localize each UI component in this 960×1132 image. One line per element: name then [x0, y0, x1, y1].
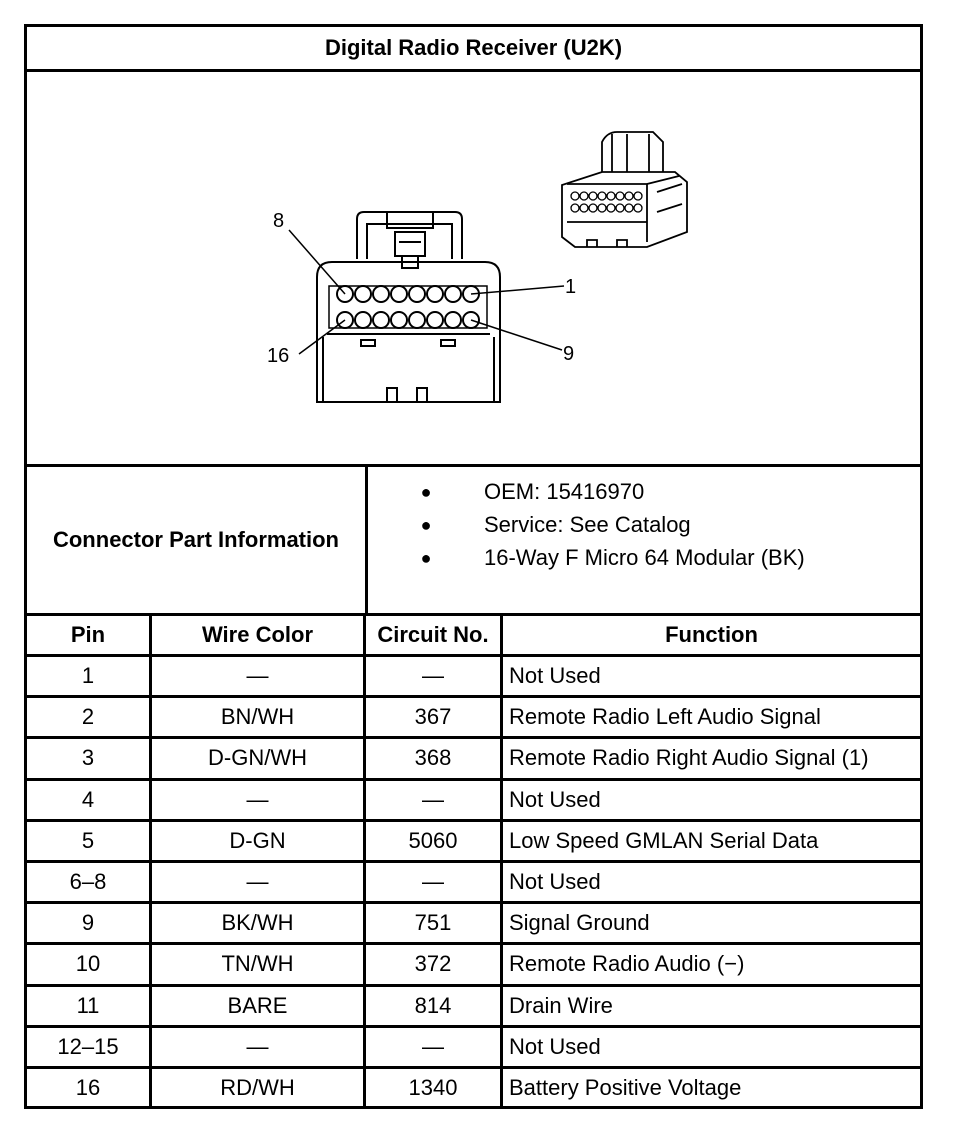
circuit-cell: 5060: [408, 827, 458, 853]
function-cell: Not Used: [509, 663, 601, 689]
list-item: [368, 479, 644, 505]
pin-cell: 3: [81, 745, 95, 771]
circuit-cell: —: [422, 869, 444, 895]
wire-color-cell: BK/WH: [221, 910, 294, 936]
list-item: [368, 545, 805, 571]
pin-label-8: 8: [273, 210, 285, 232]
wire-color-cell: RD/WH: [220, 1075, 295, 1101]
wire-color-cell: TN/WH: [221, 951, 294, 977]
pin-cell: 10: [75, 951, 101, 977]
connector-sheet: [24, 24, 923, 1109]
divider: [500, 616, 503, 1106]
oem-number: OEM: 15416970: [484, 479, 645, 504]
circuit-cell: 751: [414, 910, 452, 936]
list-item: [368, 512, 691, 538]
column-header: Function: [665, 622, 758, 647]
connector-part-info-list: [368, 467, 920, 613]
function-cell: Signal Ground: [509, 910, 650, 936]
circuit-cell: —: [422, 786, 444, 812]
connector-illustration: [27, 72, 920, 464]
pin-label-16: 16: [267, 345, 290, 367]
bullet-icon: ●: [420, 547, 432, 568]
connector-diagram: [27, 72, 920, 464]
function-cell: Drain Wire: [509, 992, 613, 1018]
connector-part-info-label: Connector Part Information: [52, 527, 339, 552]
divider: [363, 616, 366, 1106]
pin-label-9: 9: [563, 343, 575, 365]
service-info: Service: See Catalog: [484, 512, 691, 537]
function-cell: Not Used: [509, 1033, 601, 1059]
pin-label-1: 1: [565, 276, 577, 298]
column-header: Wire Color: [201, 622, 314, 647]
wire-color-cell: —: [246, 869, 269, 895]
pin-cell: 9: [81, 910, 95, 936]
column-header: Pin: [70, 622, 106, 647]
bullet-icon: ●: [420, 481, 432, 502]
wire-color-cell: D-GN/WH: [208, 745, 307, 771]
function-cell: Remote Radio Audio (−): [509, 951, 745, 977]
pin-cell: 2: [81, 704, 95, 730]
circuit-cell: —: [422, 663, 444, 689]
pin-cell: 5: [81, 827, 95, 853]
wire-color-cell: D-GN: [229, 827, 286, 853]
function-cell: Not Used: [509, 869, 601, 895]
pin-cell: 6–8: [69, 869, 107, 895]
pin-cell: 4: [81, 786, 95, 812]
function-cell: Remote Radio Right Audio Signal (1): [509, 745, 869, 771]
wire-color-cell: —: [246, 1033, 269, 1059]
column-header: Circuit No.: [377, 622, 489, 647]
wire-color-cell: BARE: [227, 992, 288, 1018]
pin-cell: 11: [76, 992, 100, 1018]
function-cell: Not Used: [509, 786, 601, 812]
circuit-cell: —: [422, 1033, 444, 1059]
function-cell: Remote Radio Left Audio Signal: [509, 704, 821, 730]
wire-color-cell: BN/WH: [220, 704, 295, 730]
wire-color-cell: —: [246, 786, 269, 812]
connector-iso-view: [562, 132, 687, 247]
circuit-cell: 1340: [408, 1075, 458, 1101]
bullet-icon: ●: [420, 514, 432, 535]
pin-cell: 16: [75, 1075, 101, 1101]
page-title: Digital Radio Receiver (U2K): [324, 35, 623, 60]
circuit-cell: 372: [414, 951, 452, 977]
pin-cell: 1: [81, 663, 95, 689]
circuit-cell: 814: [414, 992, 452, 1018]
circuit-cell: 367: [414, 704, 452, 730]
pin-row-bottom: [337, 312, 479, 328]
function-cell: Low Speed GMLAN Serial Data: [509, 827, 819, 853]
divider: [149, 616, 152, 1106]
connector-front-view: [289, 212, 564, 402]
circuit-cell: 368: [414, 745, 452, 771]
pin-row-top: [337, 286, 479, 302]
connector-description: 16-Way F Micro 64 Modular (BK): [484, 545, 805, 570]
wire-color-cell: —: [246, 663, 269, 689]
function-cell: Battery Positive Voltage: [509, 1075, 742, 1101]
pin-cell: 12–15: [57, 1033, 119, 1059]
